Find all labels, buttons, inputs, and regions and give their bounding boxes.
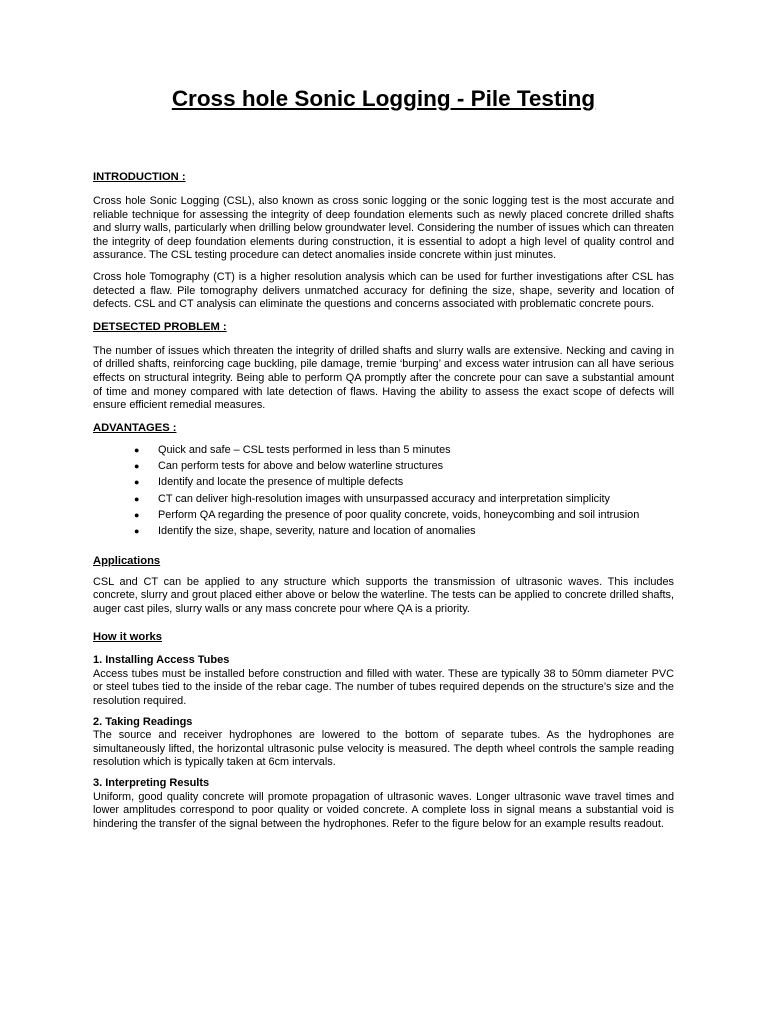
step-2-text: The source and receiver hydrophones are lowered to the bottom of separate tubes. As the hydrophones are simultaneously lifted, the horizontal ultrasonic pulse velocity is measured. The depth wheel controls the sample reading resolution which is typically taken at 6cm intervals. <box>93 729 674 769</box>
advantages-section <box>93 421 674 540</box>
list-item <box>93 523 674 539</box>
advantage-text: CT can deliver high-resolution images with unsurpassed accuracy and interpretation simplicity <box>158 492 610 505</box>
list-item <box>93 458 674 474</box>
how-it-works-heading: How it works <box>93 631 162 644</box>
step-2-title: 2. Taking Readings <box>93 715 193 728</box>
step-3-text: Uniform, good quality concrete will promote propagation of ultrasonic waves. Longer ultrasonic wave travel times and lower amplitudes correspond to poor quality or voided concrete. A complete loss in signal means a substantial void is hindering the transfer of the signal between the hydrophones. Refer to the figure below for an example results readout. <box>93 790 674 830</box>
introduction-paragraph-2: Cross hole Tomography (CT) is a higher resolution analysis which can be used for further investigations after CSL has detected a flaw. Pile tomography delivers unmatched accuracy for defining the size, shape, severity and location of defects. CSL and CT analysis can eliminate the questions and concerns associated with problematic concrete pours. <box>93 270 674 311</box>
bullet-icon: ● <box>134 509 140 520</box>
applications-section <box>93 554 674 617</box>
advantage-text: Quick and safe – CSL tests performed in less than 5 minutes <box>158 443 451 456</box>
advantage-text: Perform QA regarding the presence of poor quality concrete, voids, honeycombing and soil intrusion <box>158 508 640 521</box>
document-body <box>93 170 674 831</box>
introduction-section <box>93 170 674 312</box>
detected-problem-section <box>93 320 674 413</box>
bullet-icon: ● <box>134 461 140 472</box>
applications-paragraph: CSL and CT can be applied to any structure which supports the transmission of ultrasonic waves. This includes concrete, slurry and grout placed either above or below the waterline. The tests can be applied to concrete drilled shafts, auger cast piles, slurry walls or any mass concrete pour where QA is a priority. <box>93 575 674 615</box>
advantage-text: Identify the size, shape, severity, nature and location of anomalies <box>158 525 476 538</box>
bullet-icon: ● <box>134 526 140 537</box>
list-item <box>93 474 674 490</box>
bullet-icon: ● <box>134 493 140 504</box>
step-3-title: 3. Interpreting Results <box>93 777 210 790</box>
bullet-icon: ● <box>134 477 140 488</box>
introduction-paragraph-1: Cross hole Sonic Logging (CSL), also known as cross sonic logging or the sonic logging test is the most accurate and reliable technique for assessing the integrity of deep foundation elements such as newly placed concrete drilled shafts and slurry walls, particularly when drilling below groundwater level. Considering the number of issues which can threaten the integrity of deep foundation elements during construction, it is essential to adopt a high level of quality control and assurance. The CSL testing procedure can detect anomalies inside concrete within just minutes. <box>93 195 674 262</box>
document-title: Cross hole Sonic Logging - Pile Testing <box>171 86 596 111</box>
introduction-heading: INTRODUCTION : <box>93 171 186 183</box>
how-it-works-section <box>93 630 674 831</box>
applications-heading: Applications <box>93 554 161 567</box>
advantages-heading: ADVANTAGES : <box>93 421 177 434</box>
detected-problem-heading: DETSECTED PROBLEM : <box>93 320 227 333</box>
step-1-title: 1. Installing Access Tubes <box>93 654 230 667</box>
advantages-list <box>93 442 674 540</box>
detected-problem-paragraph: The number of issues which threaten the integrity of drilled shafts and slurry walls are extensive. Necking and caving in of drilled shafts, reinforcing cage buckling, pile damage, tremie ‘burping’ and excess water intrusion can all have serious effects on structural integrity. Being able to perform QA promptly after the concrete pour can save a substantial amount of time and money compared with late detection of flaws. Having the ability to assess the exact scope of defects will ensure efficient remedial measures. <box>93 344 674 412</box>
list-item <box>93 507 674 523</box>
list-item <box>93 442 674 458</box>
bullet-icon: ● <box>134 444 140 455</box>
advantage-text: Can perform tests for above and below waterline structures <box>158 460 444 473</box>
advantage-text: Identify and locate the presence of multiple defects <box>158 476 404 489</box>
list-item <box>93 491 674 507</box>
step-1-text: Access tubes must be installed before construction and filled with water. These are typically 38 to 50mm diameter PVC or steel tubes tied to the inside of the rebar cage. The number of tubes required depends on the structure’s size and the resolution required. <box>93 667 674 708</box>
